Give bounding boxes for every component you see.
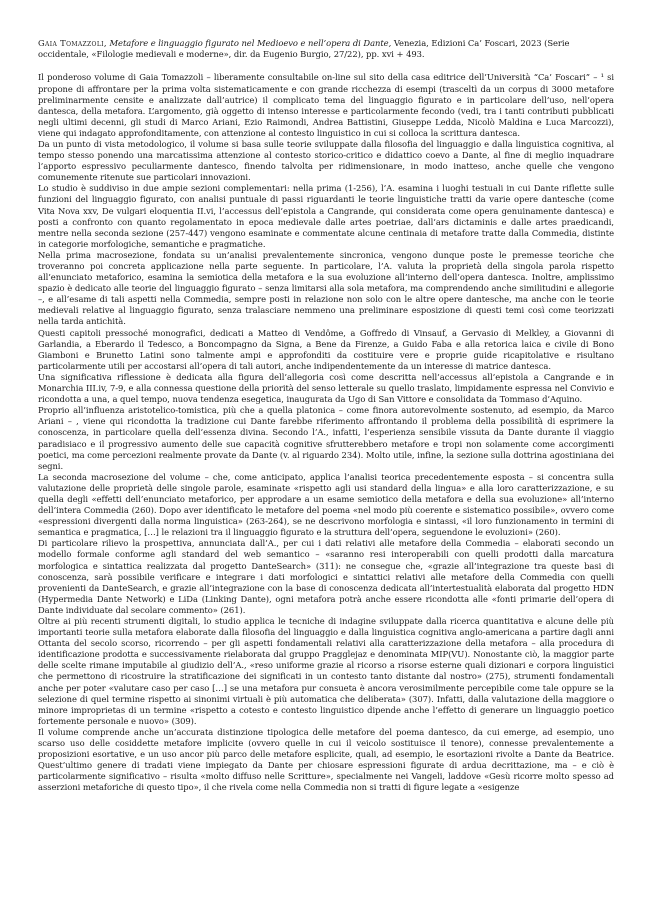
- paragraph: Questi capitoli pressoché monografici, dedicati a Matteo di Vendôme, a Goffredo di Vinsauf, a Gervasio di Melkley, a Giovanni di Garlandia, a Eberardo il Tedesco, a Boncompagno da Signa, a Bene da Firenze, a Guido Faba e alla retorica laica e civile di Bono Giamboni e Brunetto Latini sono talmente ampi e approfonditi da costituire vere e proprie guide ricapitolative e risultano particolarmente utili per accostarsi all’opera di tali autori, anche indipendentemente da un interesse di matrice dantesca.: [38, 327, 614, 371]
- paragraph: Lo studio è suddiviso in due ampie sezioni complementari: nella prima (1-256), l’A. esamina i luoghi testuali in cui Dante riflette sulle funzioni del linguaggio figurato, con analisi puntuale di passi riguardanti le teorie linguistiche tratti da varie opere dantesche (come Vita Nova xxv, De vulgari eloquentia II.vi, l’accessus dell’epistola a Cangrande, qui considerata come opera genuinamente dantesca) e posti a confronto con quanto regolamentato in epoca medievale dalle artes poetriae, dall’ars dictaminis e dalle artes praedicandi, mentre nella seconda sezione (257-447) vengono esaminate e commentate alcune centinaia di metafore tratte dalla Commedia, distinte in categorie morfologiche, semantiche e pragmatiche.: [38, 183, 614, 249]
- paragraph: Da un punto di vista metodologico, il volume si basa sulle teorie sviluppate dalla filosofia del linguaggio e dalla linguistica cognitiva, al tempo stesso ponendo una marcatissima attenzione al contesto storico-critico e didattico coevo a Dante, al fine di meglio inquadrare l’apporto espressivo peculiarmente dantesco, finendo talvolta per ridimensionare, in modo inatteso, anche quelle che vengono comunemente ritenute sue particolari innovazioni.: [38, 138, 614, 183]
- paragraph: La seconda macrosezione del volume – che, come anticipato, applica l’analisi teorica precedentemente esposta – si concentra sulla valutazione delle proprietà delle singole parole, esaminate «rispetto agli usi standard della lingua» e alla loro caratterizzazione, e su quella degli «effetti dell’enunciato metaforico, per approdare a un esame semiotico della metafora e della sua evoluzione» all’interno dell’intera Commedia (260). Dopo aver identificato le metafore del poema «nel modo più coerente e sistematico possibile», ovvero come «espressioni divergenti dalla norma linguistica» (263-264), se ne descrivono morfologia e sintassi, «il loro funzionamento in termini di semantica e pragmatica, […] le relazioni tra il linguaggio figurato e la struttura dell’opera, seguendone le evoluzioni» (260).: [38, 471, 614, 538]
- book-title: Metafore e linguaggio figurato nel Medioevo e nell’opera di Dante,: [109, 38, 392, 48]
- paragraph: Di particolare rilievo la prospettiva, annunciata dall’A., per cui i dati relativi alle metafore della Commedia – elaborati secondo un modello formale conforme agli standard del web semantico – «saranno resi interoperabili con quelli prodotti dalla marcatura morfologica e sintattica realizzata dal progetto DanteSearch» (311): ne consegue che, «grazie all’integrazione tra queste basi di conoscenza, sarà possibile verificare e integrare i dati morfologici e sintattici relativi alle metafore della Commedia con quelli provenienti da DanteSearch, e grazie all’integrazione con la base di conoscenza dedicata all’intertestualità elaborata dal progetto HDN (Hypermedia Dante Network) e LiDa (Linking Dante), ogni metafora potrà anche essere ricondotta alle «fonti primarie dell’opera di Dante individuate dal secolare commento» (261).: [38, 538, 614, 615]
- paragraph: Proprio all’influenza aristotelico-tomistica, più che a quella platonica – come finora autorevolmente sostenuto, ad esempio, da Marco Ariani – , viene qui ricondotta la tradizione cui Dante farebbe riferimento affrontando il problema della possibilità di esprimere la conoscenza, in particolare quella dell’essenza divina. Secondo l’A., infatti, l’esperienza sensibile vissuta da Dante durante il viaggio paradisiaco e il progressivo aumento delle sue capacità cognitive sfrutterebbero metafore e tropi non solamente come accorgimenti poetici, ma come percezioni realmente provate da Dante (v. al riguardo 234). Molto utile, infine, la sezione sulla dottrina agostiniana dei segni.: [38, 405, 614, 471]
- paragraph: Oltre ai più recenti strumenti digitali, lo studio applica le tecniche di indagine sviluppate dalla ricerca quantitativa e alcune delle più importanti teorie sulla metafora elaborate dalla filosofia del linguaggio e dalla linguistica cognitiva anglo-americana a partire dagli anni Ottanta del secolo scorso, ricorrendo – per gli aspetti fondamentali relativi alla caratterizzazione della metafora – alla procedura di identificazione prodotta e successivamente rielaborata dal gruppo Pragglejaz e denominata MIP(VU). Nonostante ciò, la maggior parte delle scelte rimane imputabile al giudizio dell’A., «reso uniforme grazie al ricorso a risorse esterne quali dizionari e corpora linguistici che permettono di ricostruire la stratificazione dei significati in un contesto tanto distante dal nostro» (275), strumenti fondamentali anche per poter «valutare caso per caso […] se una metafora pur consueta è ancora verosimilmente percepibile come tale oppure se la selezione di quel termine rispetto ai sinonimi virtuali è più automatica che deliberata» (307). Infatti, dalla valutazione della maggiore o minore improprietas di un termine «rispetto a cotesto e contesto linguistico dipende anche l’effetto di generare un linguaggio poetico fortemente personale e nuovo» (309).: [38, 616, 614, 726]
- book-author: Gaia Tomazzoli,: [38, 38, 107, 48]
- paragraph: Nella prima macrosezione, fondata su un’analisi prevalentemente sincronica, vengono dunque poste le premesse teoriche che troveranno poi concreta applicazione nella parte seguente. In particolare, l’A. valuta la proprietà della singola parola rispetto all’enunciato metaforico, esamina la semiotica della metafora e la sua evoluzione all’interno dell’opera dantesca. Inoltre, amplissimo spazio è dedicato alle teorie del linguaggio figurato – senza limitarsi alla sola metafora, ma comprendendo anche similitudini e allegorie –, e all’esame di tali aspetti nella Commedia, sempre posti in relazione non solo con le altre opere dantesche, ma anche con le teorie medievali relative al linguaggio figurato, senza tralasciare nemmeno una preliminare esposizione di questi temi così come teorizzati nella tarda antichità.: [38, 249, 614, 327]
- paragraph: Una significativa riflessione è dedicata alla figura dell’allegoria così come descritta nell’accessus all’epistola a Cangrande e in Monarchia III.iv, 7-9, e alla connessa questione della priorità del senso letterale su quello traslato, limpidamente espressa nel Convivio e ricondotta a una, a quel tempo, nuova tendenza esegetica, inaugurata da Ugo di San Vittore e consolidata da Tommaso d’Aquino.: [38, 371, 614, 405]
- paragraph: Il volume comprende anche un’accurata distinzione tipologica delle metafore del poema dantesco, da cui emerge, ad esempio, uno scarso uso delle cosiddette metafore implicite (ovvero quelle in cui il veicolo sostituisce il tenore), connesse prevalentemente a proposizioni esortative, e un uso ancor più parco delle metafore esplicite, quali, ad esempio, le esortazioni rivolte a Dante da Beatrice. Quest’ultimo genere di tradati viene impiegato da Dante per chiosare espressioni figurate di ardua decrittazione, ma – e ciò è particolarmente significativo – risulta «molto diffuso nelle Scritture», specialmente nei Vangeli, laddove «Gesù ricorre molto spesso ad asserzioni metaforiche di questo tipo», il che rivela come nella Commedia non si tratti di figure legate a «esigenze: [38, 726, 614, 793]
- paragraph: Il ponderoso volume di Gaia Tomazzoli – liberamente consultabile on-line sul sito della casa editrice dell’Università “Ca’ Foscari” – ¹ si propone di affrontare per la prima volta sistematicamente e con grande ricchezza di esempi (trasceltì da un corpus di 3000 metafore preliminarmente censite e analizzate dall’autrice) il complicato tema del linguaggio figurato e in particolare dell’uso, nell’opera dantesca, della metafora. L’argomento, già oggetto di intenso interesse e particolarmente fecondo (vedi, tra i tanti contributi pubblicati negli ultimi decenni, gli studi di Marco Ariani, Ezio Raimondi, Andrea Battistini, Giuseppe Ledda, Nicolò Maldina e Luca Marcozzi), viene qui indagato approfonditamente, con attenzione al contesto linguistico in cui si colloca la scrittura dantesca.: [38, 72, 614, 138]
- book-header: [38, 38, 614, 60]
- book-publication-details: Venezia, Edizioni Ca’ Foscari, 2023 (Serie occidentale, «Filologie medievali e moderne», dir. da Eugenio Burgio, 27/22), pp. xvi + 493.: [38, 38, 570, 60]
